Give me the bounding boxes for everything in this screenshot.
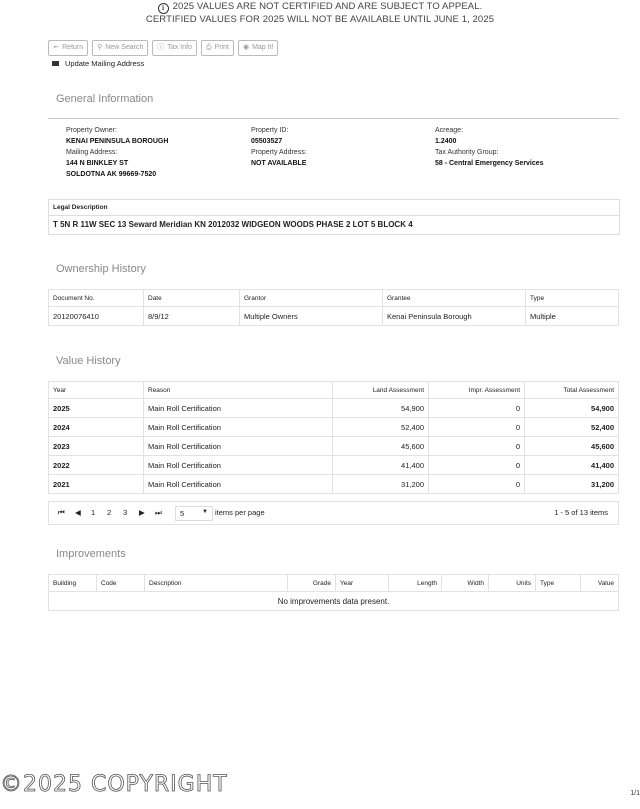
legal-header: Legal Description	[53, 204, 108, 211]
notice-line-1: 2025 VALUES ARE NOT CERTIFIED AND ARE SUBJECT TO APPEAL.	[172, 1, 483, 12]
table-header-row: Year Reason Land Assessment Impr. Assessment Total Assessment	[49, 382, 619, 399]
improvements-title: Improvements	[56, 548, 126, 560]
notice-banner	[0, 0, 640, 26]
table-row: 2022 Main Roll Certification 41,400 0 41,400	[49, 456, 619, 475]
owner-name: KENAI PENINSULA BOROUGH	[66, 138, 169, 145]
toolbar	[48, 40, 278, 56]
page-size-value: 5	[180, 509, 185, 518]
return-button[interactable]: 🠔 Return	[48, 40, 88, 56]
property-block: Property ID: 05503527 Property Address: NOT AVAILABLE	[251, 127, 307, 167]
print-button[interactable]: ⎙ Print	[201, 40, 234, 56]
table-header-row: Building Code Description Grade Year Length Width Units Type Value	[49, 575, 619, 592]
map-it-button[interactable]: ◉ Map It!	[238, 40, 279, 56]
page-number: 1/1	[630, 790, 640, 797]
items-per-page-label: items per page	[215, 508, 265, 517]
table-header-row: Document No. Date Grantor Grantee Type	[49, 290, 619, 307]
ownership-history-title: Ownership History	[56, 263, 146, 275]
mailing-line-2: SOLDOTNA AK 99669-7520	[66, 171, 157, 178]
table-row: 2021 Main Roll Certification 31,200 0 31,200	[49, 475, 619, 494]
owner-block: Property Owner: KENAI PENINSULA BOROUGH Mailing Address: 144 N BINKLEY ST SOLDOTNA AK 99669-7520	[66, 127, 169, 178]
info-icon: i	[158, 3, 169, 14]
items-range: 1 - 5 of 13 items	[554, 508, 608, 517]
new-search-button[interactable]: ⚲ New Search	[92, 40, 148, 56]
search-icon: ⚲	[97, 44, 103, 51]
last-page-icon[interactable]: ⏭	[155, 508, 162, 517]
envelope-icon	[52, 61, 59, 66]
ownership-table	[48, 289, 619, 326]
property-address: NOT AVAILABLE	[251, 160, 307, 167]
general-info-title: General Information	[56, 93, 154, 105]
improvements-table	[48, 574, 619, 611]
page-2-button[interactable]: 2	[107, 508, 112, 517]
property-id: 05503527	[251, 138, 283, 145]
print-icon: ⎙	[205, 44, 212, 51]
empty-message: No improvements data present.	[49, 592, 619, 611]
caret-down-icon: ▼	[202, 509, 208, 515]
value-history-table	[48, 381, 619, 494]
divider	[48, 118, 619, 119]
copyright-watermark: ©2025 COPYRIGHT	[0, 772, 228, 797]
page-size-select[interactable]	[175, 506, 213, 521]
value-history-title: Value History	[56, 355, 121, 367]
globe-icon: ◉	[242, 44, 250, 51]
next-page-icon[interactable]: ▶	[139, 508, 145, 517]
pager	[48, 501, 619, 525]
first-page-icon[interactable]: ⏮	[58, 508, 65, 517]
page-3-button[interactable]: 3	[123, 508, 128, 517]
notice-line-2: CERTIFIED VALUES FOR 2025 WILL NOT BE AVAILABLE UNTIL JUNE 1, 2025	[145, 14, 495, 25]
table-row: 2025 Main Roll Certification 54,900 0 54,900	[49, 399, 619, 418]
table-row: 2024 Main Roll Certification 52,400 0 52,400	[49, 418, 619, 437]
prev-page-icon[interactable]: ◀	[75, 508, 81, 517]
mailing-line-1: 144 N BINKLEY ST	[66, 160, 129, 167]
table-row: 2023 Main Roll Certification 45,600 0 45,600	[49, 437, 619, 456]
tax-info-button[interactable]: ⓘ Tax Info	[152, 40, 197, 56]
table-row	[49, 592, 619, 611]
arrow-left-icon: 🠔	[53, 44, 60, 51]
info-icon: ⓘ	[157, 44, 165, 51]
tax-authority-group: 58 - Central Emergency Services	[435, 160, 544, 167]
acreage-block: Acreage: 1.2400 Tax Authority Group: 58 - Central Emergency Services	[435, 127, 544, 167]
page-1-button[interactable]: 1	[91, 508, 96, 517]
acreage-value: 1.2400	[435, 138, 457, 145]
table-row: 20120076410 8/9/12 Multiple Owners Kenai Peninsula Borough Multiple	[49, 307, 619, 326]
legal-description-box	[48, 199, 620, 235]
legal-text: T 5N R 11W SEC 13 Seward Meridian KN 2012032 WIDGEON WOODS PHASE 2 LOT 5 BLOCK 4	[53, 220, 413, 229]
update-mailing-link[interactable]: Update Mailing Address	[52, 59, 144, 68]
